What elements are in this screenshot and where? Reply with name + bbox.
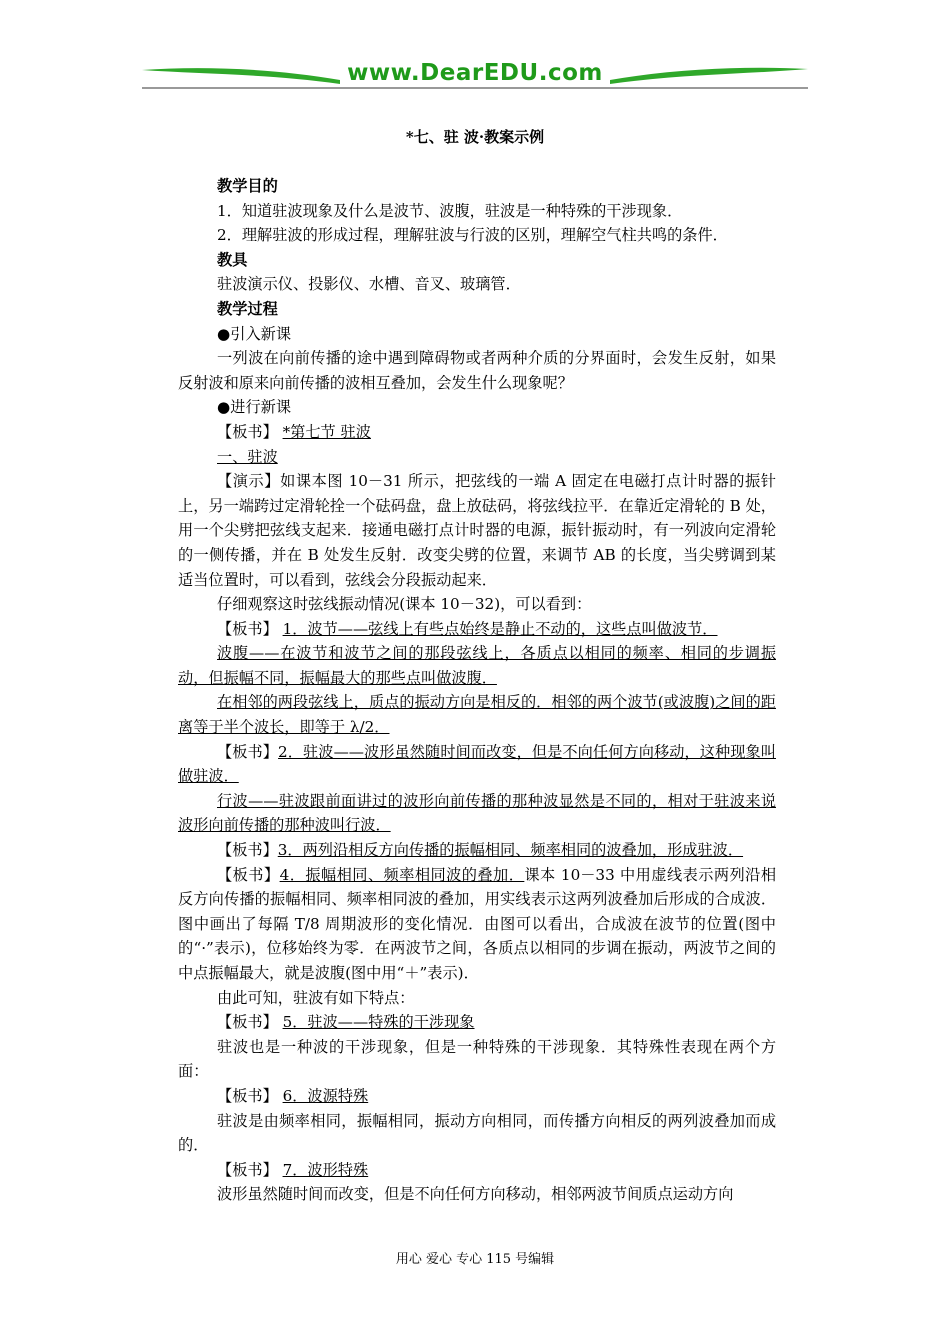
text-run: 【板书】 [217, 619, 283, 638]
paragraph [178, 986, 776, 1011]
document-body [178, 174, 776, 1207]
underlined-text: 1．波节——弦线上有些点始终是静止不动的，这些点叫做波节． [282, 619, 718, 638]
text-run: 课本 10－33 中用虚线表示两列沿相反方向传播的振幅相同、频率相同波的叠加，用实线表示这两列波叠加后形成的合成波．图中画出了每隔 T/8 周期波形的变化情况．由图可以看出，合成波在波节的位置(图中的“·”表示)，位移始终为零．在两波节之间，各质点以相同的步调在振动，两波节之间的中点振幅最大，就是波腹(图中用“＋”表示)． [178, 865, 777, 982]
paragraph [178, 445, 776, 470]
text-run: 由此可知，驻波有如下特点： [217, 988, 415, 1007]
site-logo-text: www.DearEDU.com [347, 60, 603, 86]
underlined-text: 4．振幅相同、频率相同波的叠加． [279, 865, 525, 884]
text-run: ●引入新课 [217, 324, 292, 343]
text-run: 驻波演示仪、投影仪、水槽、音叉、玻璃管． [217, 275, 521, 294]
text-run: ●进行新课 [217, 398, 292, 417]
underlined-text: 5．驻波——特殊的干涉现象 [282, 1013, 475, 1032]
underlined-text: 2．驻波——波形虽然随时间而改变，但是不向任何方向移动，这种现象叫做驻波． [178, 742, 776, 786]
paragraph [178, 617, 776, 642]
paragraph [178, 223, 776, 248]
paragraph [178, 322, 776, 347]
text-run: 1．知道驻波现象及什么是波节、波腹，驻波是一种特殊的干涉现象． [217, 201, 683, 220]
text-run: 【板书】 [217, 1013, 283, 1032]
paragraph [178, 199, 776, 224]
text-run: 【板书】 [217, 742, 279, 761]
underlined-text: 7．波形特殊 [282, 1160, 369, 1179]
paragraph [178, 1109, 776, 1158]
text-run: 【板书】 [217, 1160, 283, 1179]
text-run: 仔细观察这时弦线振动情况(课本 10－32)，可以看到： [217, 595, 592, 614]
text-run: 【板书】 [217, 865, 280, 884]
text-run: 【板书】 [217, 1086, 283, 1105]
paragraph [178, 1084, 776, 1109]
underlined-text: 一、驻波 [217, 447, 278, 466]
section-heading: 教学过程 [217, 299, 278, 318]
text-run: 2．理解驻波的形成过程，理解驻波与行波的区别，理解空气柱共鸣的条件． [217, 226, 728, 245]
paragraph [178, 420, 776, 445]
text-run: 驻波也是一种波的干涉现象，但是一种特殊的干涉现象．其特殊性表现在两个方面： [178, 1037, 776, 1081]
document-title: *七、驻 波·教案示例 [405, 128, 545, 146]
underlined-text: 在相邻的两段弦线上，质点的振动方向是相反的．相邻的两个波节(或波腹)之间的距离等于半个波长，即等于 λ/2． [178, 693, 776, 737]
underlined-text: 波腹——在波节和波节之间的那段弦线上，各质点以相同的频率、相同的步调振动，但振幅不同，振幅最大的那些点叫做波腹． [178, 644, 776, 687]
section-heading: 教学目的 [217, 177, 278, 195]
paragraph [178, 272, 776, 297]
text-run: 波形虽然随时间而改变，但是不向任何方向移动，相邻两波节间质点运动方向 [217, 1185, 734, 1204]
text-run: 【演示】如课本图 10－31 所示，把弦线的一端 A 固定在电磁打点计时器的振针上，另一端跨过定滑轮拴一个砝码盘，盘上放砝码，将弦线拉平．在靠近定滑轮的 B 处，用一个尖劈把弦线支起来．接通电磁打点计时器的电源，振针振动时，有一列波向定滑轮的一侧传播，并在 B 处发生反射．改变尖劈的位置，来调节 AB 的长度，当尖劈调到某适当位置时，可以看到，弦线会分段振动起来． [178, 472, 776, 589]
text-run: 【板书】 [217, 422, 283, 441]
paragraph [178, 863, 776, 986]
paragraph [178, 592, 776, 617]
paragraph [178, 1182, 776, 1207]
paragraph [178, 789, 776, 838]
paragraph [178, 838, 776, 863]
text-run: 一列波在向前传播的途中遇到障碍物或者两种介质的分界面时，会发生反射，如果反射波和原来向前传播的波相互叠加，会发生什么现象呢？ [178, 349, 776, 392]
underlined-text: 3．两列沿相反方向传播的振幅相同、频率相同的波叠加，形成驻波． [277, 841, 744, 860]
paragraph [178, 1010, 776, 1035]
underlined-text: 行波——驻波跟前面讲过的波形向前传播的那种波显然是不同的，相对于驻波来说波形向前传播的那种波叫行波． [178, 791, 776, 835]
text-run: 【板书】 [217, 841, 278, 860]
paragraph [178, 740, 776, 789]
paragraph [178, 395, 776, 420]
paragraph [178, 469, 776, 592]
site-header-banner [140, 58, 810, 94]
paragraph [178, 346, 776, 395]
text-run: 驻波是由频率相同，振幅相同，振动方向相同，而传播方向相反的两列波叠加而成的． [178, 1111, 776, 1155]
page-footer: 用心 爱心 专心 115 号编辑 [395, 1252, 555, 1267]
underlined-text: 6．波源特殊 [282, 1086, 369, 1105]
paragraph [178, 690, 776, 739]
paragraph [178, 641, 776, 690]
paragraph [178, 1035, 776, 1084]
section-heading: 教具 [217, 250, 248, 269]
underlined-text: *第七节 驻波 [282, 422, 371, 441]
paragraph [178, 1158, 776, 1183]
